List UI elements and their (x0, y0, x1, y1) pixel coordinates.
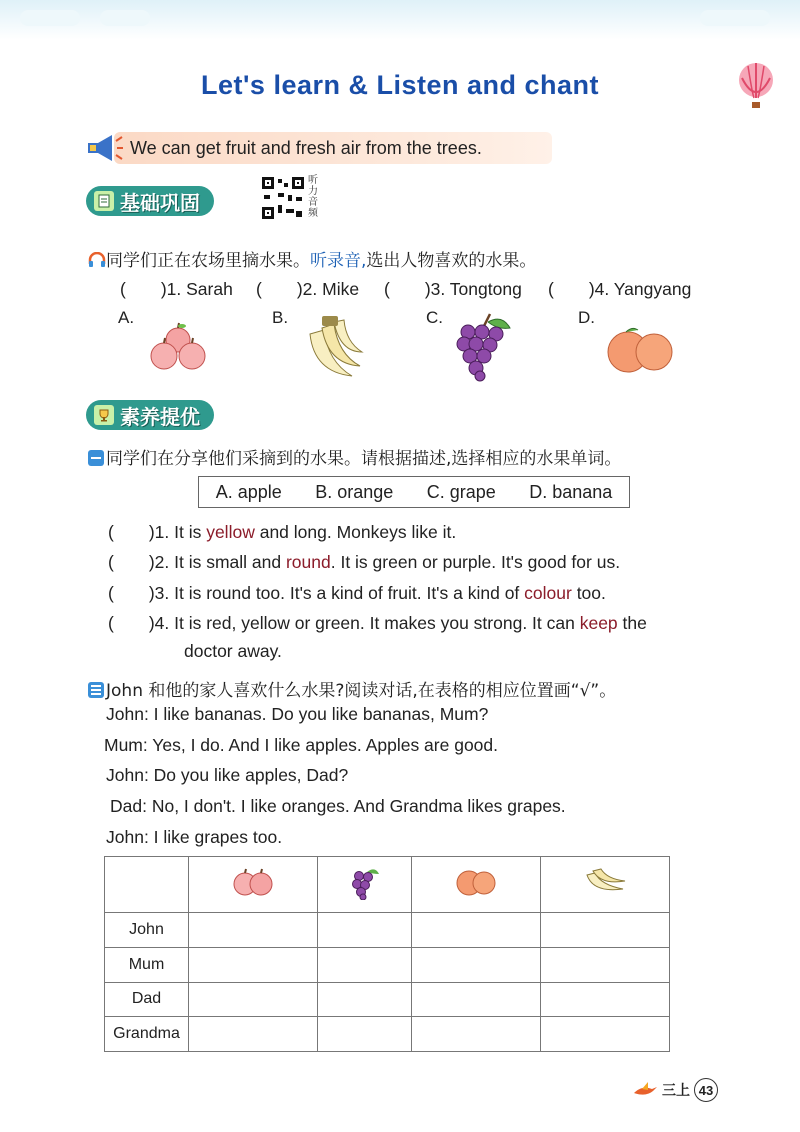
q1-item-1[interactable]: ( )1. Sarah (120, 279, 233, 299)
cloud-decoration (20, 10, 80, 26)
page-footer (632, 1078, 718, 1102)
item-text: and long. Monkeys like it. (254, 522, 457, 542)
row-label: Mum (105, 947, 189, 982)
table-row (105, 982, 670, 1017)
option-a-letter: A. (118, 308, 135, 327)
table-header-cell (541, 857, 670, 913)
q1-item-2[interactable]: ( )2. Mike (256, 279, 360, 299)
q1-instruction-text: 同学们正在农场里摘水果。 (106, 251, 310, 271)
q2-instruction (88, 444, 621, 469)
answer-cell[interactable] (541, 947, 670, 982)
q2-item-4[interactable] (108, 610, 647, 635)
answer-cell[interactable] (317, 947, 411, 982)
bananas-icon (302, 314, 364, 380)
preference-table (104, 856, 670, 1052)
chant-text: We can get fruit and fresh air from the trees. (130, 137, 482, 158)
item-text: ( )1. It is (108, 522, 207, 542)
question-number-icon (88, 450, 104, 466)
q3-instruction-text: John 和他的家人喜欢什么水果?阅读对话,在表格的相应位置画“√”。 (106, 681, 617, 701)
apples-icon (148, 322, 210, 374)
answer-cell[interactable] (412, 947, 541, 982)
answer-cell[interactable] (317, 982, 411, 1017)
section-badge (86, 400, 214, 430)
answer-cell[interactable] (412, 913, 541, 948)
item-keyword: keep (579, 613, 618, 633)
chant-bar (84, 130, 552, 166)
table-header-row (105, 857, 670, 913)
q1-item-4[interactable]: ( )4. Yangyang (548, 279, 692, 299)
answer-cell[interactable] (412, 982, 541, 1017)
answer-cell[interactable] (189, 982, 318, 1017)
trophy-icon (94, 405, 114, 425)
dialog-line: John: I like grapes too. (106, 827, 283, 847)
answer-cell[interactable] (189, 1017, 318, 1052)
q1-instruction-highlight: 听录音, (310, 251, 367, 271)
q3-instruction (88, 676, 616, 701)
q2-item-2[interactable] (108, 549, 620, 574)
headphones-icon (88, 252, 106, 268)
apples-icon (231, 866, 275, 898)
answer-cell[interactable] (317, 913, 411, 948)
cloud-decoration (700, 10, 770, 26)
q1-item-3[interactable]: ( )3. Tongtong (384, 279, 522, 299)
dialog-line: John: I like bananas. Do you like bananas, Mum? (106, 704, 489, 724)
hot-air-balloon-icon (734, 62, 778, 112)
answer-cell[interactable] (541, 1017, 670, 1052)
item-text: ( )2. It is small and (108, 552, 286, 572)
answer-cell[interactable] (412, 1017, 541, 1052)
word-option: A. apple (215, 481, 282, 502)
q1-instruction-text2: 选出人物喜欢的水果。 (366, 251, 537, 271)
dialog-line: Dad: No, I don't. I like oranges. And Grandma likes grapes. (110, 796, 566, 816)
option-d-letter: D. (578, 308, 595, 327)
item-text: too. (571, 583, 606, 603)
word-option: C. grape (426, 481, 496, 502)
oranges-icon (604, 324, 676, 376)
answer-cell[interactable] (189, 947, 318, 982)
page-number: 43 (694, 1078, 718, 1102)
item-text: the (617, 613, 647, 633)
dialog-line: Mum: Yes, I do. And I like apples. Apples are good. (104, 735, 499, 755)
row-label: Grandma (105, 1017, 189, 1052)
oranges-icon (454, 867, 498, 897)
qr-code-icon[interactable] (260, 175, 306, 221)
table-row (105, 913, 670, 948)
grapes-icon (349, 864, 381, 900)
megaphone-icon (84, 133, 124, 163)
bananas-icon (583, 867, 627, 897)
table-header-cell (189, 857, 318, 913)
option-c-letter: C. (426, 308, 443, 327)
section-label: 素养提优 (120, 404, 200, 429)
answer-cell[interactable] (317, 1017, 411, 1052)
table-row (105, 1017, 670, 1052)
page-title: Let's learn & Listen and chant (201, 70, 599, 100)
q1-instruction (88, 246, 536, 271)
q2-instruction-text: 同学们在分享他们采摘到的水果。请根据描述,选择相应的水果单词。 (106, 449, 622, 469)
answer-cell[interactable] (189, 913, 318, 948)
table-corner-cell (105, 857, 189, 913)
q2-item-3[interactable] (108, 580, 606, 605)
word-bank (198, 476, 630, 508)
item-text: ( )4. It is red, yellow or green. It makes you strong. It can (108, 613, 580, 633)
bird-icon (632, 1081, 658, 1099)
section-badge (86, 186, 214, 216)
item-text: . It is green or purple. It's good for us. (330, 552, 621, 572)
option-b-letter: B. (272, 308, 289, 327)
answer-cell[interactable] (541, 982, 670, 1017)
item-keyword: colour (524, 583, 572, 603)
row-label: John (105, 913, 189, 948)
item-keyword: round (285, 552, 331, 572)
section-header-advanced (86, 400, 214, 430)
grade-label: 三上 (662, 1083, 690, 1099)
cloud-decoration (100, 10, 150, 26)
notebook-icon (94, 191, 114, 211)
item-keyword: yellow (206, 522, 255, 542)
qr-label: 听力音频 (308, 175, 318, 219)
row-label: Dad (105, 982, 189, 1017)
q2-item-1[interactable] (108, 519, 456, 544)
question-number-icon (88, 682, 104, 698)
section-label: 基础巩固 (120, 190, 200, 215)
table-header-cell (412, 857, 541, 913)
answer-cell[interactable] (541, 913, 670, 948)
table-header-cell (317, 857, 411, 913)
table-row (105, 947, 670, 982)
word-option: D. banana (529, 481, 613, 502)
grapes-icon (454, 312, 514, 382)
word-option: B. orange (315, 481, 394, 502)
section-header-basics (86, 186, 214, 216)
q2-item-4-continued: doctor away. (184, 641, 282, 661)
dialog-line: John: Do you like apples, Dad? (106, 765, 349, 785)
item-text: ( )3. It is round too. It's a kind of fruit. It's a kind of (108, 583, 525, 603)
